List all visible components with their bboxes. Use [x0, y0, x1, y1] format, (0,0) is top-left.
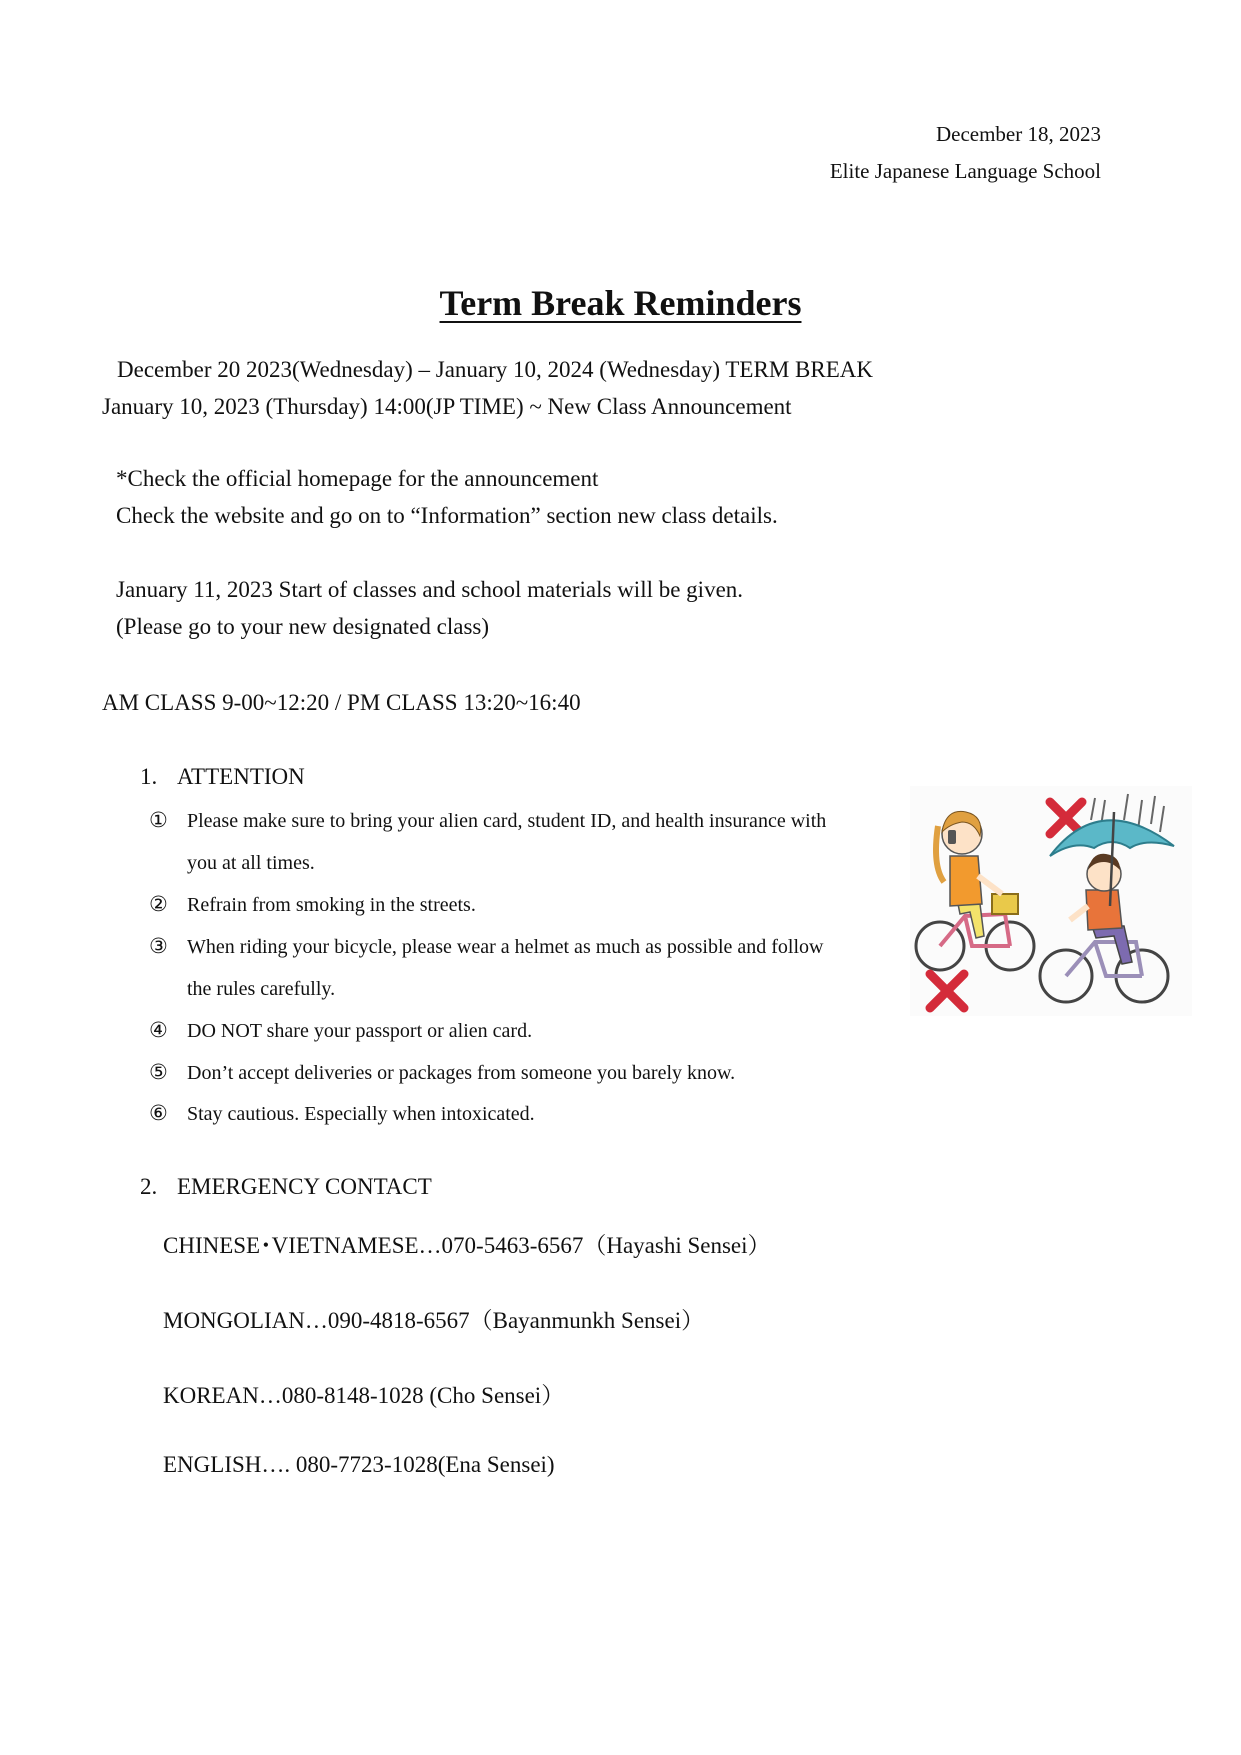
- page-title: Term Break Reminders: [439, 283, 802, 323]
- homepage-note-line-2: Check the website and go on to “Information” section new class details.: [116, 503, 778, 528]
- emergency-number: 2.: [140, 1174, 158, 1199]
- rider-shirt: [950, 856, 982, 906]
- attention-number: 1.: [140, 764, 158, 789]
- classes-start-line-2: (Please go to your new designated class): [116, 614, 490, 639]
- list-item-text: Don’t accept deliveries or packages from someone you barely know.: [187, 1062, 736, 1084]
- list-marker: ②: [149, 892, 168, 916]
- emergency-heading: EMERGENCY CONTACT: [177, 1174, 432, 1199]
- list-item-text: the rules carefully.: [187, 978, 336, 1000]
- bicycle-basket: [992, 894, 1018, 914]
- list-item-text: Stay cautious. Especially when intoxicated.: [187, 1103, 535, 1125]
- document-date: December 18, 2023: [935, 122, 1101, 146]
- list-item-text: you at all times.: [187, 852, 315, 874]
- list-marker: ④: [149, 1018, 168, 1042]
- list-marker: ①: [149, 808, 168, 832]
- contact-mongolian: MONGOLIAN…090-4818-6567（Bayanmunkh Sensei）: [163, 1308, 705, 1333]
- list-item-text: When riding your bicycle, please wear a helmet as much as possible and follow: [187, 936, 824, 958]
- list-marker: ⑤: [149, 1060, 168, 1084]
- announcement-line: January 10, 2023 (Thursday) 14:00(JP TIME) ~ New Class Announcement: [102, 394, 792, 419]
- list-item-text: DO NOT share your passport or alien card.: [187, 1020, 533, 1042]
- list-item-text: Please make sure to bring your alien card, student ID, and health insurance with: [187, 810, 827, 832]
- contact-chinese-vietnamese: CHINESE･VIETNAMESE…070-5463-6567（Hayashi Sensei）: [163, 1233, 771, 1258]
- contact-english: ENGLISH…. 080-7723-1028(Ena Sensei): [163, 1452, 555, 1477]
- bicycle-safety-illustration: [910, 786, 1192, 1016]
- homepage-note-line-1: *Check the official homepage for the announcement: [116, 466, 599, 491]
- contact-korean: KOREAN…080-8148-1028 (Cho Sensei）: [163, 1383, 565, 1408]
- list-marker: ⑥: [149, 1101, 168, 1125]
- school-name: Elite Japanese Language School: [829, 159, 1101, 183]
- list-marker: ③: [149, 934, 168, 958]
- list-item-text: Refrain from smoking in the streets.: [187, 894, 476, 916]
- attention-heading: ATTENTION: [177, 764, 305, 789]
- classes-start-line-1: January 11, 2023 Start of classes and school materials will be given.: [116, 577, 744, 602]
- class-times: AM CLASS 9-00~12:20 / PM CLASS 13:20~16:40: [102, 690, 581, 715]
- phone-icon: [948, 830, 956, 844]
- term-break-line: December 20 2023(Wednesday) – January 10, 2024 (Wednesday) TERM BREAK: [117, 357, 873, 382]
- rider-shirt: [1086, 890, 1122, 930]
